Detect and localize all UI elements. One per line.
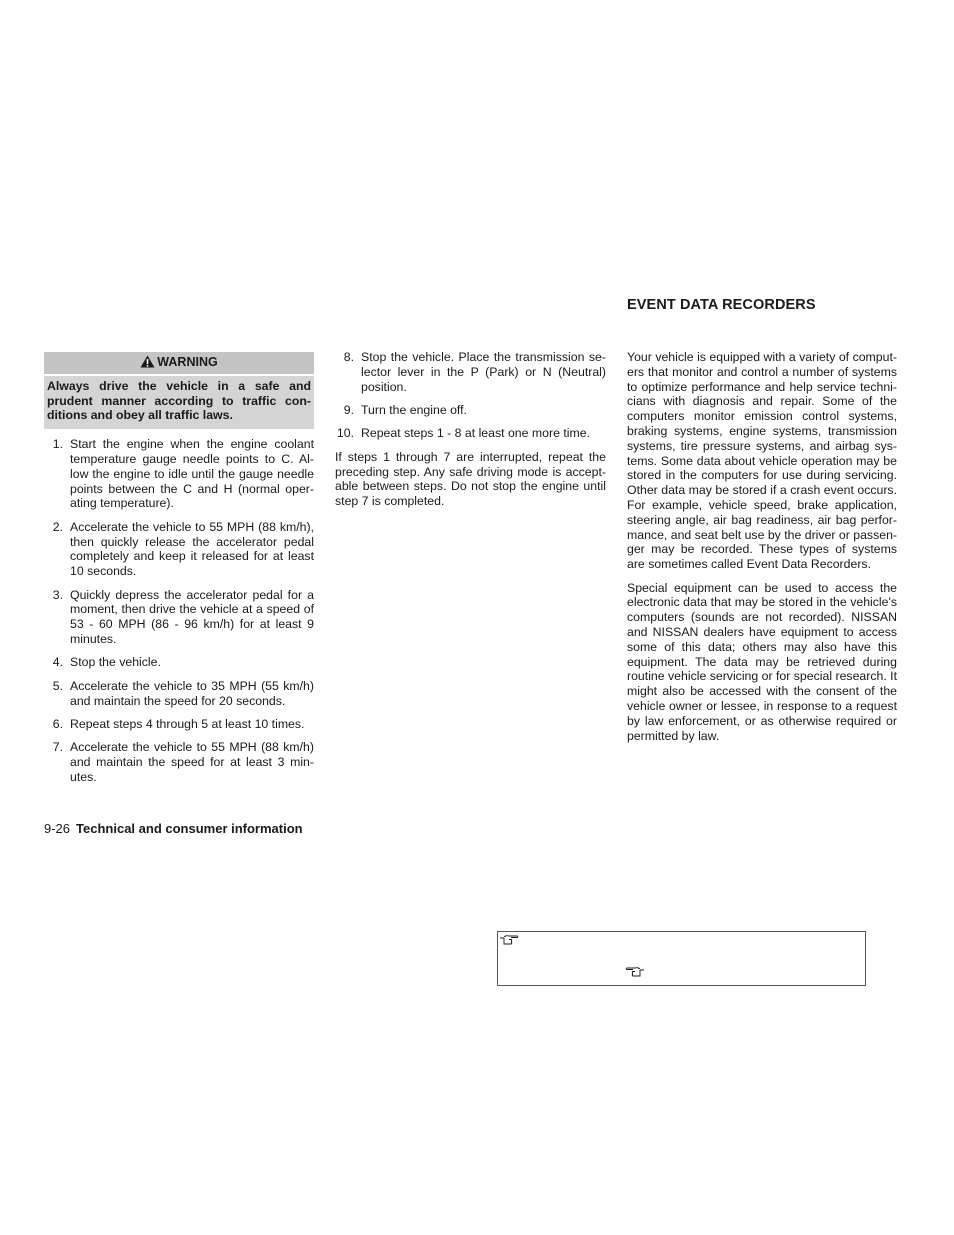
column-right (627, 350, 897, 752)
step-number: 6. (52, 716, 63, 731)
step-number: 8. (343, 350, 354, 364)
step-number: 1. (52, 437, 63, 452)
step-number: 9. (343, 402, 354, 417)
list-item (44, 655, 314, 670)
step-number: 10. (336, 426, 354, 441)
step-text: Start the engine when the engine coolant temperature gauge needle points to C. Al- low the engine to idle until the gauge needle points between the C and H (normal oper- ating temperature). (70, 437, 314, 511)
list-item (44, 588, 314, 647)
step-text: Repeat steps 4 through 5 at least 10 times. (70, 716, 305, 731)
section-title: EVENT DATA RECORDERS (627, 297, 816, 313)
step-text: Repeat steps 1 - 8 at least one more time. (361, 426, 590, 441)
list-item (44, 679, 314, 709)
step-number: 3. (52, 587, 63, 602)
page-number: 9-26 (44, 821, 71, 836)
footer-section-name: Technical and consumer information (76, 821, 303, 836)
list-item (335, 350, 606, 394)
list-item (335, 426, 606, 441)
list-item (335, 403, 606, 418)
list-item (44, 717, 314, 732)
pointing-hand-right-icon (499, 934, 519, 946)
list-item (44, 520, 314, 579)
interrupted-note: If steps 1 through 7 are interrupted, repeat the preceding step. Any safe driving mode is accept- able between steps. Do not stop the engine until step 7 is completed. (335, 449, 606, 509)
step-text: Accelerate the vehicle to 55 MPH (88 km/h) and maintain the speed for at least 3 min- utes. (70, 740, 314, 784)
warning-title: WARNING (157, 355, 218, 369)
step-number: 5. (52, 678, 63, 693)
step-text: Turn the engine off. (361, 402, 467, 417)
warning-text: Always drive the vehicle in a safe and prudent manner according to traffic con- ditions and obey all traffic laws. (47, 378, 311, 423)
step-text: Accelerate the vehicle to 35 MPH (55 km/h) and maintain the speed for 20 seconds. (70, 678, 314, 708)
column-left (44, 352, 314, 793)
step-text: Stop the vehicle. Place the transmission se- lector lever in the P (Park) or N (Neutral) position. (361, 350, 606, 394)
warning-triangle-icon (140, 355, 155, 368)
step-number: 2. (52, 519, 63, 534)
list-item (44, 740, 314, 784)
warning-header (44, 352, 314, 376)
list-item (44, 437, 314, 511)
column-middle (335, 350, 606, 518)
edr-paragraph: Special equipment can be used to access the electronic data that may be stored in the vehicle's computers (sounds are not recorded). NISSAN and NISSAN dealers have equipment to access some of this data; others may also have this equipment. The data may be retrieved during routine vehicle servicing or for special research. It might also be accessed with the consent of the vehicle owner or lessee, in response to a request by law enforcement, or as otherwise required or permitted by law. (627, 580, 897, 743)
edr-paragraph: Your vehicle is equipped with a variety of comput- ers that monitor and control a number of systems to optimize performance and help service techni- cians with diagnosis and repair. Some of the computers monitor emission control systems, braking systems, engine systems, transmission systems, tire pressure systems, and airbag sys- tems. Some data about vehicle operation may be stored in the computers for use during servicing. Other data may be stored if a crash event occurs. For example, vehicle speed, brake application, steering angle, air bag readiness, air bag perfor- mance, and seat belt use by the driver or passen- ger may be recorded. These types of systems are sometimes called Event Data Recorders. (627, 350, 897, 572)
step-number: 4. (52, 655, 63, 670)
warning-box (44, 352, 314, 429)
step-text: Quickly depress the accelerator pedal for a moment, then drive the vehicle at a speed of 53 - 60 MPH (86 - 96 km/h) for at least 9 minutes. (70, 587, 314, 646)
page-footer (44, 821, 303, 836)
step-text: Stop the vehicle. (70, 655, 161, 670)
steps-list-part1 (44, 437, 314, 785)
step-number: 7. (52, 740, 63, 755)
pointing-hand-left-icon (625, 966, 645, 978)
steps-list-part2 (335, 350, 606, 441)
reference-box (497, 931, 866, 986)
step-text: Accelerate the vehicle to 55 MPH (88 km/h), then quickly release the accelerator pedal completely and keep it released for at least 10 seconds. (70, 519, 314, 579)
